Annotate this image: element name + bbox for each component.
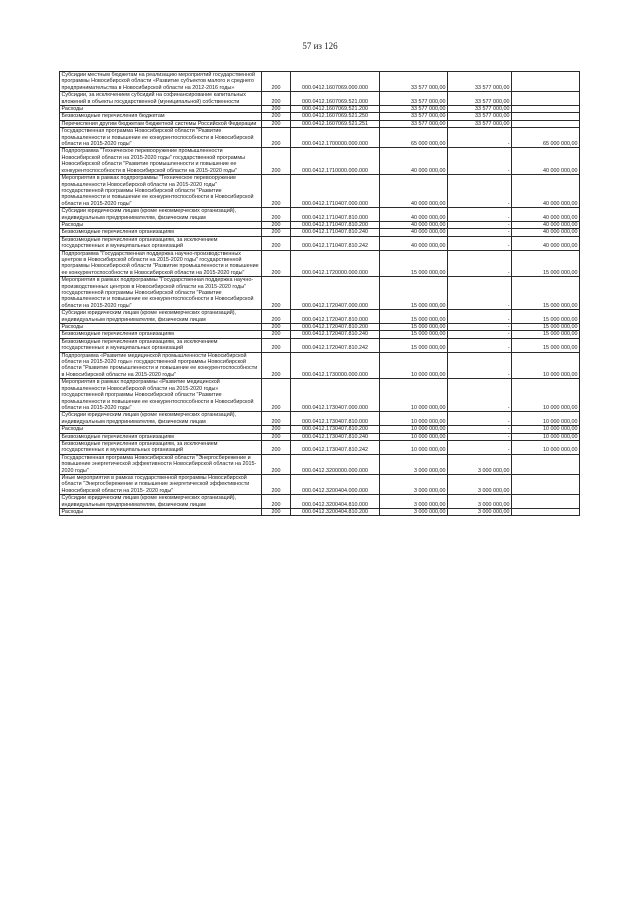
- item-name-cell: Субсидии юридическим лицам (кроме некоммерческих организаций), индивидуальным предпринимателям, физическим лицам: [60, 310, 262, 324]
- total-amount-cell: 33 577 000,00: [380, 92, 448, 106]
- table-row: [60, 426, 580, 433]
- item-name-cell: Мероприятия в рамках подпрограммы "Государственная поддержка научно-производственных центров в Новосибирской области на 2015-2020 годы" государственной программы Новосибирской области "Развитие промышленности и повышение ее конкурентоспособности в Новосибирской области на 2015-2020 годы": [60, 277, 262, 310]
- table-row: [60, 454, 580, 474]
- amount-column-3-cell: 15 000 000,00: [512, 324, 580, 331]
- classification-code-cell: 000.0412.1607069.521.250: [291, 113, 380, 120]
- table-row: [60, 440, 580, 454]
- amount-column-2-cell: -: [448, 128, 512, 148]
- total-amount-cell: 40 000 000,00: [380, 229, 448, 236]
- table-row: [60, 236, 580, 250]
- grbs-code-cell: 200: [262, 277, 291, 310]
- grbs-code-cell: 200: [262, 221, 291, 228]
- grbs-code-cell: 200: [262, 338, 291, 352]
- amount-column-2-cell: -: [448, 338, 512, 352]
- table-row: [60, 509, 580, 516]
- amount-column-3-cell: 10 000 000,00: [512, 352, 580, 379]
- classification-code-cell: 000.0412.1720407.810.242: [291, 338, 380, 352]
- total-amount-cell: 15 000 000,00: [380, 338, 448, 352]
- amount-column-3-cell: 40 000 000,00: [512, 148, 580, 175]
- amount-column-2-cell: 33 577 000,00: [448, 72, 512, 92]
- total-amount-cell: 33 577 000,00: [380, 72, 448, 92]
- classification-code-cell: 000.0412.1720407.000.000: [291, 277, 380, 310]
- item-name-cell: Безвозмездные перечисления организациям: [60, 433, 262, 440]
- amount-column-3-cell: 40 000 000,00: [512, 221, 580, 228]
- page-number: 57 из 126: [302, 41, 338, 51]
- amount-column-3-cell: [512, 454, 580, 474]
- grbs-code-cell: 200: [262, 250, 291, 277]
- amount-column-2-cell: -: [448, 324, 512, 331]
- grbs-code-cell: 200: [262, 72, 291, 92]
- classification-code-cell: 000.0412.1720407.810.200: [291, 324, 380, 331]
- classification-code-cell: 000.0412.1730407.810.242: [291, 440, 380, 454]
- amount-column-2-cell: -: [448, 310, 512, 324]
- item-name-cell: Перечисления другим бюджетам бюджетной системы Российской Федерации: [60, 120, 262, 127]
- item-name-cell: Безвозмездные перечисления организациям: [60, 229, 262, 236]
- grbs-code-cell: 200: [262, 229, 291, 236]
- amount-column-3-cell: 15 000 000,00: [512, 250, 580, 277]
- classification-code-cell: 000.0412.1710000.000.000: [291, 148, 380, 175]
- amount-column-2-cell: -: [448, 440, 512, 454]
- grbs-code-cell: 200: [262, 208, 291, 222]
- grbs-code-cell: 200: [262, 454, 291, 474]
- table-row: [60, 72, 580, 92]
- grbs-code-cell: 200: [262, 175, 291, 208]
- grbs-code-cell: 200: [262, 120, 291, 127]
- table-row: [60, 277, 580, 310]
- item-name-cell: Безвозмездные перечисления бюджетам: [60, 113, 262, 120]
- classification-code-cell: 000.0412.1710407.810.200: [291, 221, 380, 228]
- table-row: [60, 92, 580, 106]
- amount-column-2-cell: 3 000 000,00: [448, 454, 512, 474]
- total-amount-cell: 3 000 000,00: [380, 474, 448, 494]
- classification-code-cell: 000.0412.1700000.000.000: [291, 128, 380, 148]
- amount-column-2-cell: -: [448, 221, 512, 228]
- amount-column-2-cell: 3 000 000,00: [448, 495, 512, 509]
- amount-column-3-cell: 15 000 000,00: [512, 310, 580, 324]
- total-amount-cell: 10 000 000,00: [380, 412, 448, 426]
- grbs-code-cell: 200: [262, 509, 291, 516]
- classification-code-cell: 000.0412.1710407.810.240: [291, 229, 380, 236]
- amount-column-3-cell: 10 000 000,00: [512, 440, 580, 454]
- item-name-cell: Подпрограмма "Техническое перевооружение промышленности Новосибирской области на 2015-2020 годы" государственной программы Новосибирской области "Развитие промышленности и повышение ее конкурентоспособности в Новосибирской области на 2015-2020 годы": [60, 148, 262, 175]
- classification-code-cell: 000.0412.1720000.000.000: [291, 250, 380, 277]
- total-amount-cell: 40 000 000,00: [380, 208, 448, 222]
- amount-column-2-cell: -: [448, 433, 512, 440]
- table-row: [60, 221, 580, 228]
- amount-column-2-cell: -: [448, 331, 512, 338]
- item-name-cell: Подпрограмма "Государственная поддержка научно-производственных центров в Новосибирской области на 2015-2020 годы" государственной программы Новосибирской области "Развитие промышленности и повышение ее конкурентоспособности в Новосибирской области на 2015-2020 годы": [60, 250, 262, 277]
- classification-code-cell: 000.0412.3200404.810.200: [291, 509, 380, 516]
- table-row: [60, 324, 580, 331]
- table-row: [60, 113, 580, 120]
- total-amount-cell: 10 000 000,00: [380, 352, 448, 379]
- amount-column-2-cell: -: [448, 379, 512, 412]
- table-row: [60, 474, 580, 494]
- item-name-cell: Субсидии юридическим лицам (кроме некоммерческих организаций), индивидуальным предпринимателям, физическим лицам: [60, 412, 262, 426]
- classification-code-cell: 000.0412.1607069.000.000: [291, 72, 380, 92]
- item-name-cell: Субсидии юридическим лицам (кроме некоммерческих организаций), индивидуальным предпринимателям, физическим лицам: [60, 495, 262, 509]
- table-row: [60, 229, 580, 236]
- amount-column-3-cell: [512, 495, 580, 509]
- amount-column-3-cell: 40 000 000,00: [512, 175, 580, 208]
- classification-code-cell: 000.0412.1730000.000.000: [291, 352, 380, 379]
- amount-column-2-cell: -: [448, 412, 512, 426]
- item-name-cell: Иные мероприятия в рамках государственной программы Новосибирской области "Энергосбережение и повышение энергетической эффективности Новосибирской области на 2015- 2020 годы": [60, 474, 262, 494]
- amount-column-3-cell: 40 000 000,00: [512, 236, 580, 250]
- amount-column-3-cell: [512, 474, 580, 494]
- classification-code-cell: 000.0412.1730407.810.000: [291, 412, 380, 426]
- amount-column-2-cell: -: [448, 208, 512, 222]
- item-name-cell: Безвозмездные перечисления организациям: [60, 331, 262, 338]
- table-row: [60, 352, 580, 379]
- amount-column-3-cell: 65 000 000,00: [512, 128, 580, 148]
- grbs-code-cell: 200: [262, 128, 291, 148]
- table-row: [60, 106, 580, 113]
- total-amount-cell: 15 000 000,00: [380, 277, 448, 310]
- total-amount-cell: 15 000 000,00: [380, 331, 448, 338]
- item-name-cell: Расходы: [60, 324, 262, 331]
- grbs-code-cell: 200: [262, 379, 291, 412]
- total-amount-cell: 33 577 000,00: [380, 113, 448, 120]
- amount-column-3-cell: 10 000 000,00: [512, 412, 580, 426]
- budget-table: [59, 71, 580, 516]
- amount-column-3-cell: 15 000 000,00: [512, 331, 580, 338]
- amount-column-3-cell: [512, 72, 580, 92]
- amount-column-2-cell: -: [448, 175, 512, 208]
- amount-column-3-cell: 10 000 000,00: [512, 379, 580, 412]
- amount-column-2-cell: 33 577 000,00: [448, 113, 512, 120]
- amount-column-2-cell: -: [448, 229, 512, 236]
- total-amount-cell: 40 000 000,00: [380, 236, 448, 250]
- table-row: [60, 250, 580, 277]
- amount-column-3-cell: 40 000 000,00: [512, 208, 580, 222]
- total-amount-cell: 3 000 000,00: [380, 454, 448, 474]
- amount-column-2-cell: 33 577 000,00: [448, 106, 512, 113]
- total-amount-cell: 3 000 000,00: [380, 495, 448, 509]
- grbs-code-cell: 200: [262, 352, 291, 379]
- amount-column-2-cell: -: [448, 250, 512, 277]
- table-row: [60, 148, 580, 175]
- amount-column-3-cell: 10 000 000,00: [512, 433, 580, 440]
- item-name-cell: Субсидии, за исключением субсидий на софинансирование капитальных вложений в объекты государственной (муниципальной) собственности: [60, 92, 262, 106]
- table-row: [60, 495, 580, 509]
- item-name-cell: Государственная программа Новосибирской области "Энергосбережение и повышение энергетической эффективности Новосибирской области на 2015- 2020 годы": [60, 454, 262, 474]
- amount-column-3-cell: [512, 92, 580, 106]
- budget-table-body: [60, 72, 580, 516]
- classification-code-cell: 000.0412.1730407.810.240: [291, 433, 380, 440]
- item-name-cell: Безвозмездные перечисления организациям, за исключением государственных и муниципальных организаций: [60, 440, 262, 454]
- grbs-code-cell: 200: [262, 92, 291, 106]
- classification-code-cell: 000.0412.1720407.810.240: [291, 331, 380, 338]
- amount-column-2-cell: -: [448, 352, 512, 379]
- item-name-cell: Безвозмездные перечисления организациям, за исключением государственных и муниципальных организаций: [60, 236, 262, 250]
- total-amount-cell: 10 000 000,00: [380, 440, 448, 454]
- table-row: [60, 379, 580, 412]
- item-name-cell: Безвозмездные перечисления организациям, за исключением государственных и муниципальных организаций: [60, 338, 262, 352]
- total-amount-cell: 33 577 000,00: [380, 120, 448, 127]
- total-amount-cell: 65 000 000,00: [380, 128, 448, 148]
- table-row: [60, 120, 580, 127]
- item-name-cell: Государственная программа Новосибирской области "Развитие промышленности и повышение ее конкурентоспособности в Новосибирской области на 2015-2020 годы": [60, 128, 262, 148]
- classification-code-cell: 000.0412.1730407.000.000: [291, 379, 380, 412]
- grbs-code-cell: 200: [262, 236, 291, 250]
- classification-code-cell: 000.0412.1710407.810.000: [291, 208, 380, 222]
- amount-column-3-cell: 15 000 000,00: [512, 338, 580, 352]
- table-row: [60, 128, 580, 148]
- item-name-cell: Расходы: [60, 221, 262, 228]
- amount-column-3-cell: [512, 106, 580, 113]
- table-row: [60, 412, 580, 426]
- grbs-code-cell: 200: [262, 331, 291, 338]
- table-row: [60, 331, 580, 338]
- amount-column-2-cell: 3 000 000,00: [448, 509, 512, 516]
- item-name-cell: Расходы: [60, 426, 262, 433]
- amount-column-3-cell: 10 000 000,00: [512, 426, 580, 433]
- grbs-code-cell: 200: [262, 426, 291, 433]
- total-amount-cell: 15 000 000,00: [380, 324, 448, 331]
- classification-code-cell: 000.0412.3200404.810.000: [291, 495, 380, 509]
- table-row: [60, 338, 580, 352]
- amount-column-2-cell: -: [448, 148, 512, 175]
- total-amount-cell: 33 577 000,00: [380, 106, 448, 113]
- total-amount-cell: 10 000 000,00: [380, 379, 448, 412]
- classification-code-cell: 000.0412.1710407.000.000: [291, 175, 380, 208]
- grbs-code-cell: 200: [262, 495, 291, 509]
- total-amount-cell: 15 000 000,00: [380, 250, 448, 277]
- total-amount-cell: 10 000 000,00: [380, 433, 448, 440]
- amount-column-3-cell: 15 000 000,00: [512, 277, 580, 310]
- grbs-code-cell: 200: [262, 148, 291, 175]
- total-amount-cell: 10 000 000,00: [380, 426, 448, 433]
- classification-code-cell: 000.0412.3200000.000.000: [291, 454, 380, 474]
- table-row: [60, 310, 580, 324]
- classification-code-cell: 000.0412.3200404.000.000: [291, 474, 380, 494]
- item-name-cell: Субсидии юридическим лицам (кроме некоммерческих организаций), индивидуальным предпринимателям, физическим лицам: [60, 208, 262, 222]
- classification-code-cell: 000.0412.1730407.810.200: [291, 426, 380, 433]
- amount-column-2-cell: -: [448, 277, 512, 310]
- amount-column-2-cell: -: [448, 236, 512, 250]
- grbs-code-cell: 200: [262, 113, 291, 120]
- classification-code-cell: 000.0412.1720407.810.000: [291, 310, 380, 324]
- amount-column-3-cell: [512, 509, 580, 516]
- grbs-code-cell: 200: [262, 106, 291, 113]
- table-row: [60, 208, 580, 222]
- amount-column-3-cell: 40 000 000,00: [512, 229, 580, 236]
- total-amount-cell: 40 000 000,00: [380, 175, 448, 208]
- amount-column-2-cell: -: [448, 426, 512, 433]
- amount-column-3-cell: [512, 120, 580, 127]
- amount-column-3-cell: [512, 113, 580, 120]
- grbs-code-cell: 200: [262, 310, 291, 324]
- item-name-cell: Подпрограмма «Развитие медицинской промышленности Новосибирской области на 2015-2020 годы» государственной программы Новосибирской области "Развитие промышленности и повышение ее конкурентоспособности в Новосибирской области на 2015-2020 годы": [60, 352, 262, 379]
- grbs-code-cell: 200: [262, 474, 291, 494]
- classification-code-cell: 000.0412.1710407.810.242: [291, 236, 380, 250]
- amount-column-2-cell: 33 577 000,00: [448, 92, 512, 106]
- item-name-cell: Мероприятия в рамках подпрограммы "Техническое перевооружение промышленности Новосибирской области на 2015-2020 годы" государственной программы Новосибирской области "Развитие промышленности и повышение ее конкурентоспособности в Новосибирской области на 2015-2020 годы": [60, 175, 262, 208]
- classification-code-cell: 000.0412.1607069.521.000: [291, 92, 380, 106]
- item-name-cell: Расходы: [60, 106, 262, 113]
- grbs-code-cell: 200: [262, 440, 291, 454]
- total-amount-cell: 40 000 000,00: [380, 221, 448, 228]
- item-name-cell: Расходы: [60, 509, 262, 516]
- amount-column-2-cell: 33 577 000,00: [448, 120, 512, 127]
- classification-code-cell: 000.0412.1607069.521.200: [291, 106, 380, 113]
- total-amount-cell: 15 000 000,00: [380, 310, 448, 324]
- grbs-code-cell: 200: [262, 412, 291, 426]
- classification-code-cell: 000.0412.1607069.521.251: [291, 120, 380, 127]
- amount-column-2-cell: 3 000 000,00: [448, 474, 512, 494]
- grbs-code-cell: 200: [262, 324, 291, 331]
- table-row: [60, 175, 580, 208]
- total-amount-cell: 3 000 000,00: [380, 509, 448, 516]
- table-row: [60, 433, 580, 440]
- grbs-code-cell: 200: [262, 433, 291, 440]
- total-amount-cell: 40 000 000,00: [380, 148, 448, 175]
- item-name-cell: Субсидии местным бюджетам на реализацию мероприятий государственной программы Новосибирской области «Развитие субъектов малого и среднего предпринимательства в Новосибирской области на 2012-2016 годы»: [60, 72, 262, 92]
- item-name-cell: Мероприятия в рамках подпрограммы «Развитие медицинской промышленности Новосибирской области на 2015-2020 годы» государственной программы Новосибирской области "Развитие промышленности и повышение ее конкурентоспособности в Новосибирской области на 2015-2020 годы": [60, 379, 262, 412]
